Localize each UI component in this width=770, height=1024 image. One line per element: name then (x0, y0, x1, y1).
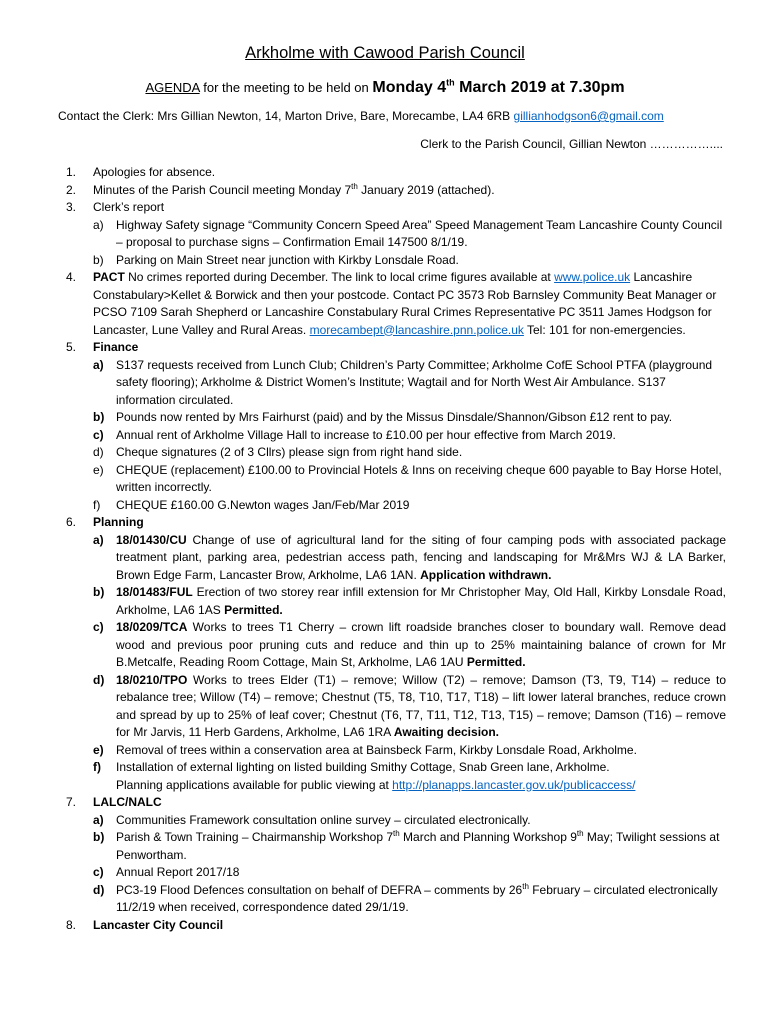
clerk-signature-line: Clerk to the Parish Council, Gillian Newton …………….... (420, 137, 723, 151)
sub-item-text (116, 882, 726, 917)
sub-item-text (116, 532, 726, 585)
clerk-contact (58, 109, 664, 123)
police-email-link[interactable]: morecambept@lancashire.pnn.police.uk (309, 322, 524, 337)
sub-item-text: Parking on Main Street near junction with Kirkby Lonsdale Road. (116, 252, 459, 267)
agenda-item-6 (66, 514, 726, 532)
sub-item-text: Cheque signatures (2 of 3 Cllrs) please sign from right hand side. (116, 445, 463, 459)
planning-text: Erection of two storey rear infill extension for Mr Christopher May, Old Hall, Kirkby Lonsdale Road, Arkholme, LA6 1AS (116, 585, 726, 617)
sub-item-text-line: Installation of external lighting on listed building Smithy Cottage, Snab Green lane, Arkholme. (116, 760, 610, 774)
planning-status: Permitted. (224, 602, 283, 617)
sub-item-letter: f) (93, 497, 101, 512)
text-post: February – circulated electronically 11/2/19 when received, correspondence dated 29/1/19. (116, 882, 718, 914)
sub-item-text: Removal of trees within a conservation area at Bainsbeck Farm, Kirkby Lonsdale Road, Arkholme. (116, 742, 637, 757)
item-heading: Planning (93, 515, 144, 529)
sub-item-letter: e) (93, 742, 104, 757)
item-text: Apologies for absence. (93, 165, 216, 179)
item-number: 2. (66, 182, 77, 197)
sub-item-text: CHEQUE (replacement) £100.00 to Provincial Hotels & Inns on receiving cheque 600 payable to Bay Horse Hotel, written incorrectly. (116, 462, 722, 494)
sub-item-5b (66, 409, 726, 427)
text-pre: PC3-19 Flood Defences consultation on behalf of DEFRA – comments by 26 (116, 882, 523, 897)
sub-item-text (116, 619, 726, 672)
document-title: Arkholme with Cawood Parish Council (245, 44, 525, 62)
text-sup-1: th (393, 829, 400, 838)
item-number: 3. (66, 200, 77, 214)
planning-ref: 18/01483/FUL (116, 585, 193, 599)
sub-item-5e (66, 462, 726, 497)
item-text (93, 269, 726, 339)
item-number: 4. (66, 270, 77, 284)
item-heading: LALC/NALC (93, 795, 162, 809)
agenda-item-2 (66, 182, 726, 200)
agenda-item-5 (66, 339, 726, 357)
clerk-email-link[interactable]: gillianhodgson6@gmail.com (513, 109, 664, 123)
sub-item-7d (66, 882, 726, 917)
sub-item-letter: d) (93, 445, 104, 459)
agenda-date-a: Monday 4 (372, 79, 447, 96)
contact-text: Contact the Clerk: Mrs Gillian Newton, 14, Marton Drive, Bare, Morecambe, LA4 6RB (58, 109, 514, 123)
sub-item-text: Annual Report 2017/18 (116, 865, 240, 879)
sub-item-7c (66, 864, 726, 882)
sub-item-letter: c) (93, 427, 104, 442)
sub-item-text (116, 584, 726, 619)
agenda-word: AGENDA (145, 80, 200, 95)
item-number: 7. (66, 795, 77, 809)
item-text (93, 182, 726, 200)
sub-item-letter: b) (93, 585, 105, 599)
item-number: 1. (66, 165, 77, 179)
pact-heading: PACT (93, 270, 125, 284)
planning-status: Awaiting decision. (393, 725, 500, 739)
sub-item-letter: a) (93, 812, 104, 827)
planning-ref: 18/01430/CU (116, 532, 187, 547)
sub-item-text: Annual rent of Arkholme Village Hall to increase to £10.00 per hour effective from March 2019. (116, 427, 616, 442)
sub-item-5a (66, 357, 726, 410)
planning-status: Application withdrawn. (420, 567, 552, 582)
sub-item-letter: b) (93, 830, 105, 844)
item-text-post: January 2019 (attached). (357, 182, 495, 197)
sub-item-letter: d) (93, 882, 105, 897)
agenda-items (66, 164, 726, 934)
police-link[interactable]: www.police.uk (554, 270, 631, 284)
text-sup-2: th (576, 829, 584, 838)
sub-item-text (116, 672, 726, 742)
item-number: 8. (66, 917, 77, 932)
agenda-date-sup: th (446, 77, 455, 88)
item-heading: Finance (93, 340, 139, 354)
agenda-item-8 (66, 917, 726, 935)
item-number: 5. (66, 340, 77, 354)
planning-note: Planning applications available for public viewing at (116, 777, 393, 792)
sub-item-6f (66, 759, 726, 794)
sub-item-3a (66, 217, 726, 252)
sub-item-6b (66, 584, 726, 619)
sub-item-letter: c) (93, 865, 104, 879)
sub-item-6e (66, 742, 726, 760)
pact-text-1: No crimes reported during December. The link to local crime figures available at (124, 270, 555, 284)
pact-text-2: Lancashire Constabulary>Kellet & Borwick and then your postcode. Contact PC 3573 Rob Barnsley Community Beat Manager or PCSO 7109 Sarah Shepherd or Lancashire Constabulary Rural Crimes Representative PC 3511 James Hodgson for Lancaster, Lune Valley and Rural Areas. (93, 270, 717, 337)
sub-item-letter: f) (93, 760, 101, 774)
planning-status: Permitted. (466, 655, 526, 669)
sub-item-5f (66, 497, 726, 515)
planning-text: Change of use of agricultural land for the siting of four camping pods with associated package treatment plant, parking area, pedestrian access path, fencing and landscaping for Mr&Mrs WJ & LA Barker, Brown Edge Farm, Lancaster Brow, Arkholme, LA6 1AN. (116, 532, 726, 582)
sub-item-5c (66, 427, 726, 445)
planning-text: Works to trees T1 Cherry – crown lift roadside branches closer to boundary wall. Remove dead wood and previous poor pruning cuts and reduce and thin up to 25% maintaining balance of crown for Mr B.Metcalfe, Reading Room Cottage, Main St, Arkholme, LA6 1AU (116, 620, 726, 669)
text-pre: Parish & Town Training – Chairmanship Workshop 7 (116, 830, 394, 844)
agenda-text: for the meeting to be held on (199, 80, 373, 95)
text-mid: March and Planning Workshop 9 (399, 830, 577, 844)
sub-item-letter: c) (93, 620, 104, 634)
item-text-sup: th (351, 181, 358, 191)
text-post: May; Twilight sessions at Penwortham. (116, 830, 720, 862)
planning-ref: 18/0209/TCA (116, 620, 188, 634)
sub-item-text: Pounds now rented by Mrs Fairhurst (paid) and by the Missus Dinsdale/Shannon/Gibson £12 rent to pay. (116, 410, 673, 424)
item-heading: Lancaster City Council (93, 917, 224, 932)
sub-item-text: Highway Safety signage “Community Concern Speed Area” Speed Management Team Lancashire County Council – proposal to purchase signs – Confirmation Email 147500 8/1/19. (116, 217, 723, 249)
sub-item-5d (66, 444, 726, 462)
item-text-pre: Minutes of the Parish Council meeting Monday 7 (93, 182, 352, 197)
sub-item-text: CHEQUE £160.00 G.Newton wages Jan/Feb/Mar 2019 (116, 497, 410, 512)
sub-item-7b (66, 829, 726, 864)
sub-item-letter: b) (93, 410, 105, 424)
planning-text: Works to trees Elder (T1) – remove; Willow (T2) – remove; Damson (T3, T9, T14) – reduce to rebalance tree; Willow (T4) – remove; Chestnut (T5, T8, T10, T17, T18) – lift lower lateral branches, reduce crown and spread by up to 25% of leaf cover; Chestnut (T6, T7, T11, T12, T13, T15) – remove; Damson (T16) – remove for Mr Jarvis, 11 Herb Gardens, Arkholme, LA6 1RA (116, 672, 726, 739)
sub-item-text: Communities Framework consultation online survey – circulated electronically. (116, 812, 531, 827)
sub-item-text (116, 759, 726, 794)
planning-portal-link[interactable]: http://planapps.lancaster.gov.uk/publicaccess/ (392, 777, 636, 792)
text-sup: th (522, 881, 529, 891)
agenda-item-3 (66, 199, 726, 217)
sub-item-6d (66, 672, 726, 742)
agenda-item-7 (66, 794, 726, 812)
sub-item-6c (66, 619, 726, 672)
agenda-item-4 (66, 269, 726, 339)
sub-item-6a (66, 532, 726, 585)
sub-item-letter: a) (93, 357, 104, 372)
sub-item-letter: a) (93, 532, 104, 547)
sub-item-letter: d) (93, 672, 105, 687)
pact-text-3: Tel: 101 for non-emergencies. (523, 322, 686, 337)
sub-item-text (116, 829, 726, 864)
agenda-date-b: March 2019 at 7.30pm (454, 79, 625, 96)
agenda-item-1 (66, 164, 726, 182)
item-number: 6. (66, 515, 77, 529)
item-text: Clerk’s report (93, 200, 165, 214)
sub-item-3b (66, 252, 726, 270)
sub-item-letter: b) (93, 252, 104, 267)
planning-ref: 18/0210/TPO (116, 672, 188, 687)
sub-item-letter: a) (93, 217, 104, 232)
sub-item-7a (66, 812, 726, 830)
sub-item-text: S137 requests received from Lunch Club; Children’s Party Committee; Arkholme CofE School PTFA (playground safety flooring); Arkholme & District Women’s Institute; Wagtail and for North West Air Ambulance. S137 information circulated. (116, 357, 713, 407)
sub-item-letter: e) (93, 462, 104, 477)
agenda-heading (0, 79, 770, 97)
